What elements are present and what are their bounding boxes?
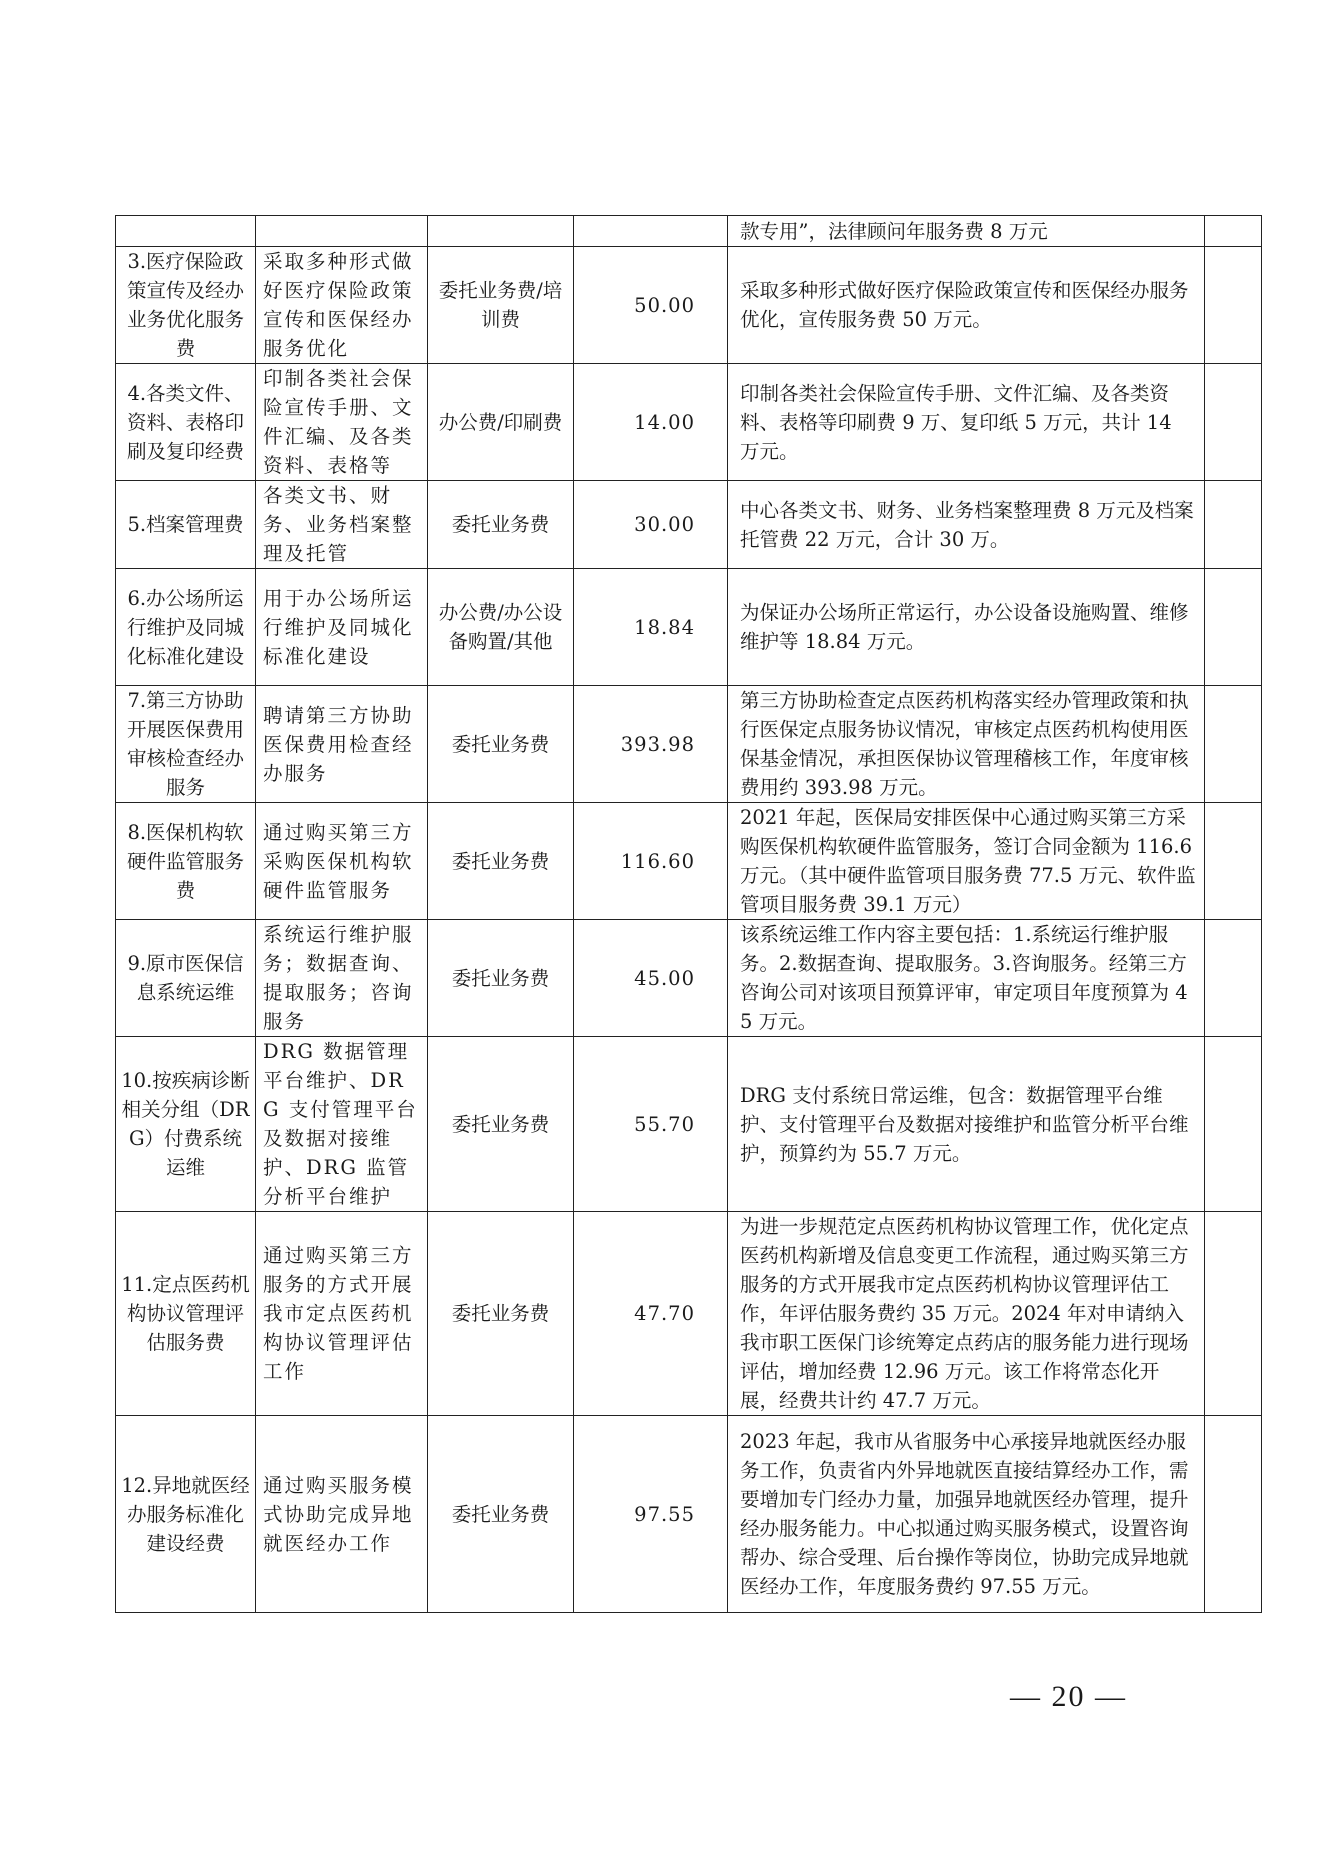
- row-name-cell: [116, 216, 256, 247]
- row-extra-cell: [1205, 686, 1262, 803]
- table-row: [116, 920, 1262, 1037]
- row-extra-cell: [1205, 247, 1262, 364]
- table-row: [116, 216, 1262, 247]
- row-amount-cell: 30.00: [574, 481, 728, 569]
- row-content-cell: 采取多种形式做好医疗保险政策宣传和医保经办服务优化: [256, 247, 428, 364]
- row-content-cell: 通过购买服务模式协助完成异地就医经办工作: [256, 1416, 428, 1613]
- row-category-cell: 委托业务费: [428, 1037, 574, 1212]
- row-content-cell: 通过购买第三方服务的方式开展我市定点医药机构协议管理评估工作: [256, 1212, 428, 1416]
- table-row: [116, 686, 1262, 803]
- page-number: — 20 —: [1010, 1680, 1127, 1713]
- row-extra-cell: [1205, 481, 1262, 569]
- row-extra-cell: [1205, 364, 1262, 481]
- row-name-cell: 12.异地就医经办服务标准化建设经费: [116, 1416, 256, 1613]
- row-name-cell: 3.医疗保险政策宣传及经办业务优化服务费: [116, 247, 256, 364]
- row-amount-cell: 97.55: [574, 1416, 728, 1613]
- row-amount-cell: 393.98: [574, 686, 728, 803]
- row-content-cell: DRG 数据管理平台维护、DRG 支付管理平台及数据对接维护、DRG 监管分析平台维护: [256, 1037, 428, 1212]
- row-description-cell: 印制各类社会保险宣传手册、文件汇编、及各类资料、表格等印刷费 9 万、复印纸 5 万元，共计 14 万元。: [728, 364, 1205, 481]
- row-amount-cell: 14.00: [574, 364, 728, 481]
- table-row: [116, 1416, 1262, 1613]
- row-category-cell: 委托业务费: [428, 1212, 574, 1416]
- row-name-cell: 6.办公场所运行维护及同城化标准化建设: [116, 569, 256, 686]
- row-category-cell: 委托业务费: [428, 686, 574, 803]
- row-amount-cell: 55.70: [574, 1037, 728, 1212]
- table-row: [116, 247, 1262, 364]
- row-description-cell: 款专用”，法律顾问年服务费 8 万元: [728, 216, 1205, 247]
- row-category-cell: 委托业务费: [428, 1416, 574, 1613]
- row-category-cell: [428, 216, 574, 247]
- table-row: [116, 803, 1262, 920]
- row-category-cell: 委托业务费: [428, 481, 574, 569]
- row-category-cell: 委托业务费: [428, 803, 574, 920]
- row-category-cell: 办公费/办公设备购置/其他: [428, 569, 574, 686]
- row-description-cell: 中心各类文书、财务、业务档案整理费 8 万元及档案托管费 22 万元，合计 30 万。: [728, 481, 1205, 569]
- row-name-cell: 9.原市医保信息系统运维: [116, 920, 256, 1037]
- row-extra-cell: [1205, 216, 1262, 247]
- row-category-cell: 办公费/印刷费: [428, 364, 574, 481]
- row-description-cell: 该系统运维工作内容主要包括：1.系统运行维护服务。2.数据查询、提取服务。3.咨询服务。经第三方咨询公司对该项目预算评审，审定项目年度预算为 45 万元。: [728, 920, 1205, 1037]
- row-amount-cell: [574, 216, 728, 247]
- row-name-cell: 8.医保机构软硬件监管服务费: [116, 803, 256, 920]
- row-description-cell: 为保证办公场所正常运行，办公设备设施购置、维修维护等 18.84 万元。: [728, 569, 1205, 686]
- row-extra-cell: [1205, 1037, 1262, 1212]
- table-row: [116, 1037, 1262, 1212]
- row-amount-cell: 47.70: [574, 1212, 728, 1416]
- row-description-cell: 为进一步规范定点医药机构协议管理工作，优化定点医药机构新增及信息变更工作流程，通过购买第三方服务的方式开展我市定点医药机构协议管理评估工作，年评估服务费约 35 万元。2024 年对申请纳入我市职工医保门诊统筹定点药店的服务能力进行现场评估，增加经费 12.96 万元。该工作将常态化开展，经费共计约 47.7 万元。: [728, 1212, 1205, 1416]
- row-content-cell: 通过购买第三方采购医保机构软硬件监管服务: [256, 803, 428, 920]
- row-amount-cell: 116.60: [574, 803, 728, 920]
- row-description-cell: DRG 支付系统日常运维，包含：数据管理平台维护、支付管理平台及数据对接维护和监管分析平台维护，预算约为 55.7 万元。: [728, 1037, 1205, 1212]
- row-name-cell: 11.定点医药机构协议管理评估服务费: [116, 1212, 256, 1416]
- row-content-cell: 用于办公场所运行维护及同城化标准化建设: [256, 569, 428, 686]
- row-content-cell: 系统运行维护服务；数据查询、提取服务；咨询服务: [256, 920, 428, 1037]
- budget-table: [115, 215, 1262, 1613]
- row-category-cell: 委托业务费: [428, 920, 574, 1037]
- table-row: [116, 1212, 1262, 1416]
- row-extra-cell: [1205, 803, 1262, 920]
- row-content-cell: 聘请第三方协助医保费用检查经办服务: [256, 686, 428, 803]
- table-body: [116, 216, 1262, 1613]
- row-extra-cell: [1205, 569, 1262, 686]
- row-name-cell: 4.各类文件、资料、表格印刷及复印经费: [116, 364, 256, 481]
- row-amount-cell: 18.84: [574, 569, 728, 686]
- row-category-cell: 委托业务费/培训费: [428, 247, 574, 364]
- table-row: [116, 481, 1262, 569]
- row-extra-cell: [1205, 1416, 1262, 1613]
- row-content-cell: 印制各类社会保险宣传手册、文件汇编、及各类资料、表格等: [256, 364, 428, 481]
- table-row: [116, 364, 1262, 481]
- row-amount-cell: 50.00: [574, 247, 728, 364]
- row-description-cell: 采取多种形式做好医疗保险政策宣传和医保经办服务优化，宣传服务费 50 万元。: [728, 247, 1205, 364]
- row-extra-cell: [1205, 1212, 1262, 1416]
- row-content-cell: 各类文书、财务、业务档案整理及托管: [256, 481, 428, 569]
- row-description-cell: 2023 年起，我市从省服务中心承接异地就医经办服务工作，负责省内外异地就医直接结算经办工作，需要增加专门经办力量，加强异地就医经办管理，提升经办服务能力。中心拟通过购买服务模式，设置咨询帮办、综合受理、后台操作等岗位，协助完成异地就医经办工作，年度服务费约 97.55 万元。: [728, 1416, 1205, 1613]
- row-content-cell: [256, 216, 428, 247]
- row-name-cell: 7.第三方协助开展医保费用审核检查经办服务: [116, 686, 256, 803]
- row-amount-cell: 45.00: [574, 920, 728, 1037]
- row-name-cell: 10.按疾病诊断相关分组（DRG）付费系统运维: [116, 1037, 256, 1212]
- row-description-cell: 2021 年起，医保局安排医保中心通过购买第三方采购医保机构软硬件监管服务，签订合同金额为 116.6 万元。（其中硬件监管项目服务费 77.5 万元、软件监管项目服务费 39.1 万元）: [728, 803, 1205, 920]
- row-name-cell: 5.档案管理费: [116, 481, 256, 569]
- row-extra-cell: [1205, 920, 1262, 1037]
- row-description-cell: 第三方协助检查定点医药机构落实经办管理政策和执行医保定点服务协议情况，审核定点医药机构使用医保基金情况，承担医保协议管理稽核工作，年度审核费用约 393.98 万元。: [728, 686, 1205, 803]
- table-row: [116, 569, 1262, 686]
